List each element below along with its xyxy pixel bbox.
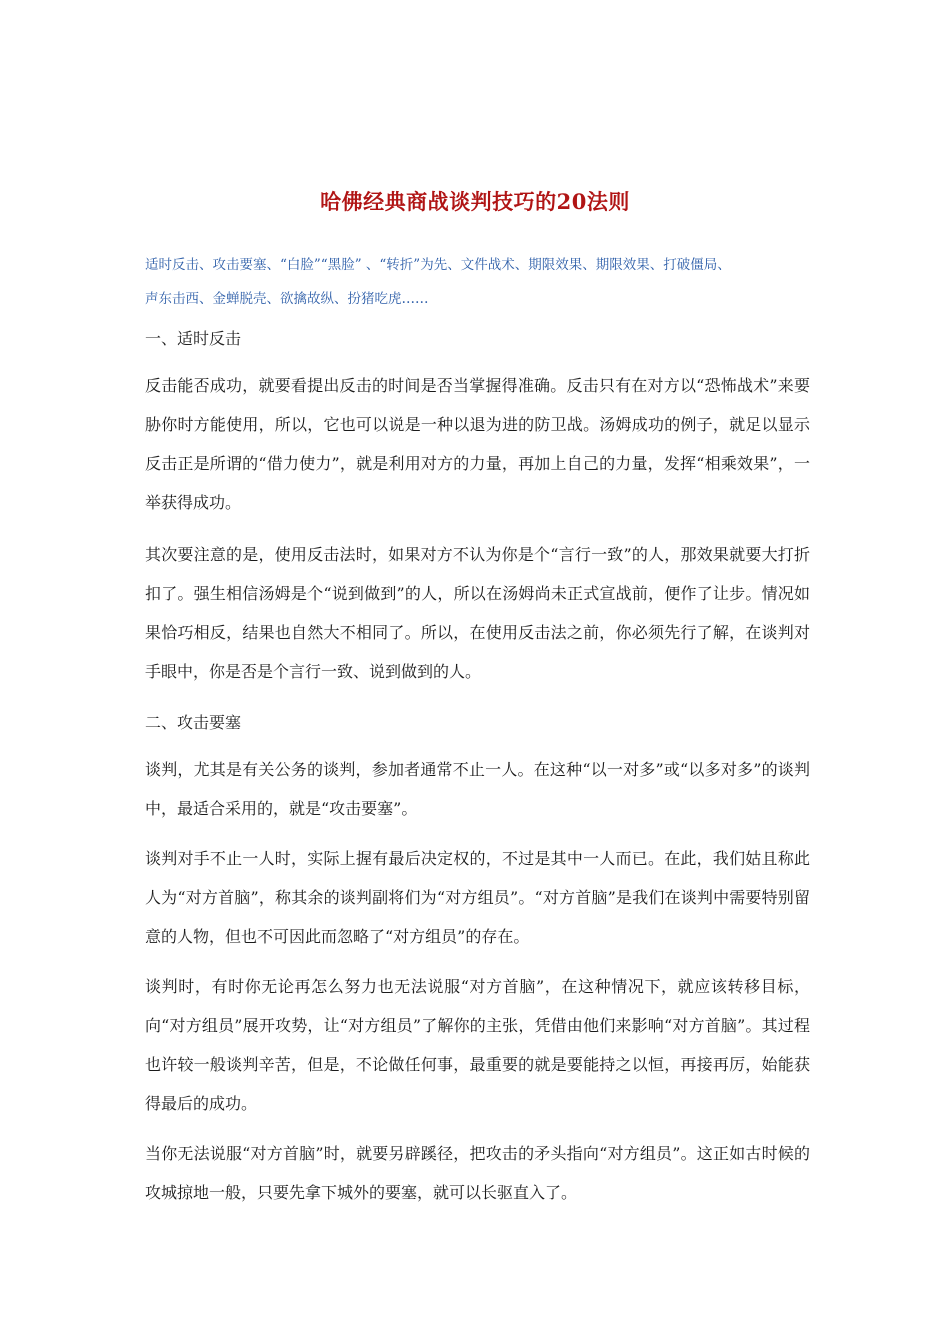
section1-paragraph-1: 反击能否成功，就要看提出反击的时间是否当掌握得准确。反击只有在对方以“恐怖战术”来要胁你时方能使用，所以，它也可以说是一种以退为进的防卫战。汤姆成功的例子，就足以显示反击正是所谓的“借力使力”，就是利用对方的力量，再加上自己的力量，发挥“相乘效果”，一举获得成功。 bbox=[145, 376, 810, 512]
section2-paragraph-3: 谈判时，有时你无论再怎么努力也无法说服“对方首脑”，在这种情况下，就应该转移目标，向“对方组员”展开攻势，让“对方组员”了解你的主张，凭借由他们来影响“对方首脑”。其过程也许较一般谈判辛苦，但是，不论做任何事，最重要的就是要能持之以恒，再接再厉，始能获得最后的成功。 bbox=[145, 977, 810, 1113]
section2-paragraph-2: 谈判对手不止一人时，实际上握有最后决定权的，不过是其中一人而已。在此，我们姑且称此人为“对方首脑”，称其余的谈判副将们为“对方组员”。“对方首脑”是我们在谈判中需要特别留意的人物，但也不可因此而忽略了“对方组员”的存在。 bbox=[145, 849, 810, 946]
document-title: 哈佛经典商战谈判技巧的20法则 bbox=[320, 189, 630, 214]
intro-summary-line-1: 适时反击、攻击要塞、“白脸”“黑脸” 、“转折”为先、文件战术、期限效果、期限效果、打破僵局、 bbox=[145, 257, 731, 273]
section2-paragraph-1: 谈判，尤其是有关公务的谈判，参加者通常不止一人。在这种“以一对多”或“以多对多”的谈判中，最适合采用的，就是“攻击要塞”。 bbox=[145, 760, 810, 818]
section-heading-1: 一、适时反击 bbox=[145, 329, 242, 348]
section1-paragraph-2: 其次要注意的是，使用反击法时，如果对方不认为你是个“言行一致”的人，那效果就要大打折扣了。强生相信汤姆是个“说到做到”的人，所以在汤姆尚未正式宣战前，便作了让步。情况如果恰巧相反，结果也自然大不相同了。所以，在使用反击法之前，你必须先行了解，在谈判对手眼中，你是否是个言行一致、说到做到的人。 bbox=[145, 545, 810, 681]
intro-summary-line-2: 声东击西、金蝉脱壳、欲擒故纵、扮猪吃虎…… bbox=[145, 291, 429, 307]
section2-paragraph-4: 当你无法说服“对方首脑”时，就要另辟蹊径，把攻击的矛头指向“对方组员”。这正如古时候的攻城掠地一般，只要先拿下城外的要塞，就可以长驱直入了。 bbox=[145, 1144, 810, 1202]
section-heading-2: 二、攻击要塞 bbox=[145, 713, 242, 732]
